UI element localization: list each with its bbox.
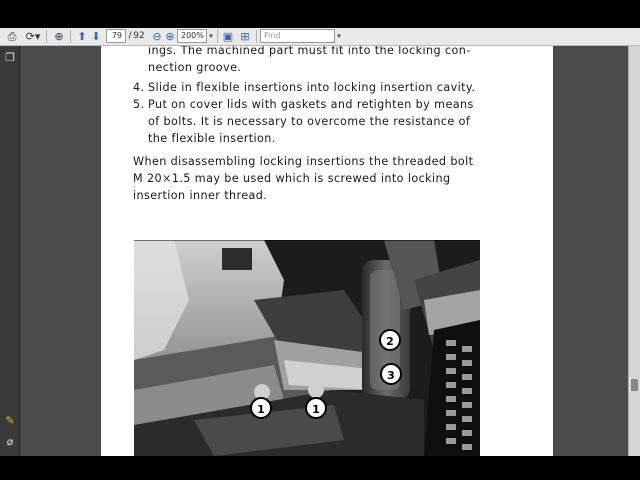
find-options-chevron-icon[interactable]: ▾ xyxy=(337,32,341,40)
zoom-out-icon[interactable]: ⊖ xyxy=(152,30,162,43)
window-top-bar xyxy=(0,0,640,28)
text-line: the flexible insertion. xyxy=(148,132,276,145)
pages-panel-icon[interactable]: ❐ xyxy=(5,51,15,64)
page-total: 92 xyxy=(133,31,145,41)
prev-page-icon[interactable]: ⬆ xyxy=(77,30,87,43)
share-icon[interactable]: ⊕ xyxy=(54,30,64,43)
toolbar-divider xyxy=(256,30,257,43)
step-5 xyxy=(133,96,533,113)
step-number: 5. xyxy=(133,98,145,111)
page-separator: / xyxy=(128,31,132,41)
text-line: M 20×1.5 may be used which is screwed into locking xyxy=(133,172,451,185)
find-input[interactable]: Find xyxy=(260,29,335,43)
scrollbar-thumb[interactable] xyxy=(631,379,638,391)
toolbar-divider xyxy=(70,30,71,43)
zoom-in-icon[interactable]: ⊕ xyxy=(165,30,175,43)
step-text: Slide in flexible insertions into locking insertion cavity. xyxy=(148,81,476,94)
chevron-down-icon[interactable]: ▾ xyxy=(209,32,213,40)
step-number: 4. xyxy=(133,81,145,94)
text-line: insertion inner thread. xyxy=(133,189,268,202)
save-options-icon[interactable]: ⟳▾ xyxy=(25,30,41,43)
print-icon[interactable]: ⎙ xyxy=(7,30,17,43)
text-line: nection groove. xyxy=(148,61,242,74)
callout-3 xyxy=(380,363,402,385)
fit-page-icon[interactable]: ▣ xyxy=(222,30,234,43)
next-page-icon[interactable]: ⬇ xyxy=(91,30,101,43)
callout-1b xyxy=(305,397,327,419)
window-bottom-bar xyxy=(0,456,640,480)
pdf-toolbar xyxy=(0,28,640,46)
text-line: of bolts. It is necessary to overcome the resistance of xyxy=(148,115,471,128)
step-text: Put on cover lids with gaskets and retighten by means xyxy=(148,98,474,111)
toolbar-divider xyxy=(46,30,47,43)
document-text-block xyxy=(133,46,533,204)
callout-2 xyxy=(379,329,401,351)
callout-label: 2 xyxy=(386,335,394,348)
document-viewer[interactable] xyxy=(20,46,628,456)
callout-label: 1 xyxy=(312,403,320,416)
text-line: When disassembling locking insertions the threaded bolt xyxy=(133,155,474,168)
comments-icon[interactable]: ✎ xyxy=(5,414,15,427)
vertical-scrollbar[interactable] xyxy=(628,46,640,456)
left-sidebar xyxy=(0,46,20,456)
attachments-icon[interactable]: ⌀ xyxy=(6,435,14,448)
callout-label: 3 xyxy=(387,369,395,382)
zoom-select[interactable]: 200% xyxy=(177,29,207,43)
toolbar-divider xyxy=(217,30,218,43)
callout-1a xyxy=(250,397,272,419)
page-number-input[interactable]: 79 xyxy=(106,29,126,43)
callout-label: 1 xyxy=(257,403,265,416)
document-page xyxy=(101,46,553,456)
step-4 xyxy=(133,79,533,96)
text-line: ings. The machined part must fit into the locking con- xyxy=(148,46,471,57)
fit-width-icon[interactable]: ⊞ xyxy=(240,30,250,43)
machine-photo xyxy=(134,240,480,456)
